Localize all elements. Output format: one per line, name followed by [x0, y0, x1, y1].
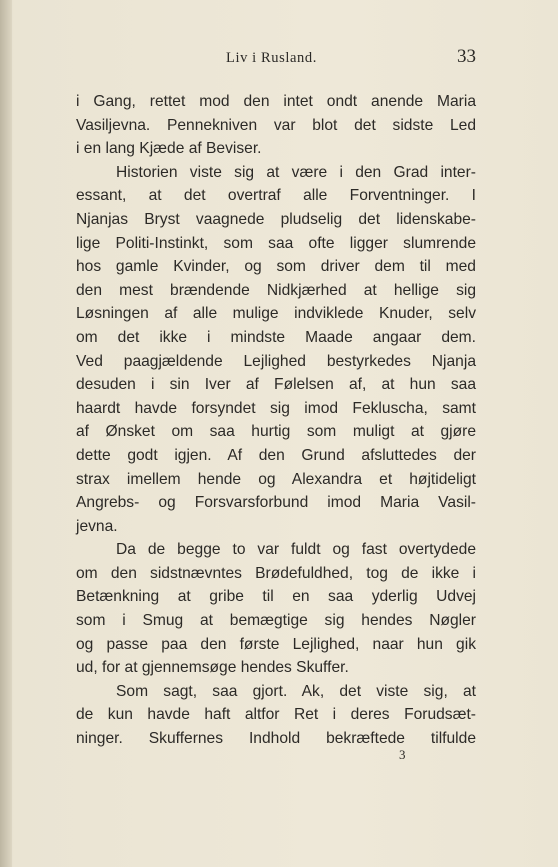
text-line: strax imellem hende og Alexandra et højtideligt [76, 470, 476, 488]
body-text [76, 90, 476, 751]
running-title: Liv i Rusland. [226, 50, 317, 66]
text-line: og passe paa den første Lejlighed, naar hun gik [76, 635, 476, 653]
text-line: om det ikke i mindste Maade angaar dem. [76, 328, 476, 346]
text-line: Angrebs- og Forsvarsforbund imod Maria Vasil- [76, 494, 476, 512]
text-line: om den sidstnævntes Brødefuldhed, tog de ikke i [76, 564, 476, 582]
text-line: essant, at det overtraf alle Forventninger. I [76, 187, 476, 205]
text-line: Da de begge to var fuldt og fast overtydede [116, 541, 476, 559]
text-line: af Ønsket om saa hurtig som muligt at gjøre [76, 423, 476, 441]
text-line: som i Smug at bemægtige sig hendes Nøgler [76, 612, 476, 630]
text-line: hos gamle Kvinder, og som driver dem til med [76, 258, 476, 276]
text-line: ud, for at gjennemsøge hendes Skuffer. [76, 659, 349, 677]
text-line: Historien viste sig at være i den Grad inter- [116, 163, 476, 181]
text-line: lige Politi-Instinkt, som saa ofte ligger slumrende [76, 234, 476, 252]
signature-mark: 3 [399, 747, 406, 762]
text-line: de kun havde haft altfor Ret i deres Forudsæt- [76, 706, 476, 724]
page-binding-edge [0, 0, 12, 867]
text-line: Betænkning at gribe til en saa yderlig Udvej [76, 588, 476, 606]
text-line: i Gang, rettet mod den intet ondt anende Maria [76, 93, 476, 110]
text-line: jevna. [76, 517, 118, 535]
text-line: Som sagt, saa gjort. Ak, det viste sig, at [116, 682, 476, 700]
text-line: den mest brændende Nidkjærhed at hellige sig [76, 281, 476, 299]
text-line: Løsningen af alle mulige indviklede Knuder, selv [76, 305, 476, 323]
text-line: desuden i sin Iver af Følelsen af, at hun saa [76, 376, 476, 394]
text-line: Vasiljevna. Pennekniven var blot det sidste Led [76, 116, 476, 134]
text-line: ninger. Skuffernes Indhold bekræftede tilfulde [76, 730, 476, 748]
text-line: Njanjas Bryst vaagnede pludselig det lidenskabe- [76, 210, 476, 228]
page-header [76, 46, 476, 72]
text-line: haardt havde forsyndet sig imod Fekluscha, samt [76, 399, 476, 417]
text-line: i en lang Kjæde af Beviser. [76, 140, 262, 158]
text-line: dette godt igjen. Af den Grund afsluttedes der [76, 446, 476, 464]
page-number: 33 [457, 46, 476, 67]
text-line: Ved paagjældende Lejlighed bestyrkedes Njanja [76, 352, 476, 370]
